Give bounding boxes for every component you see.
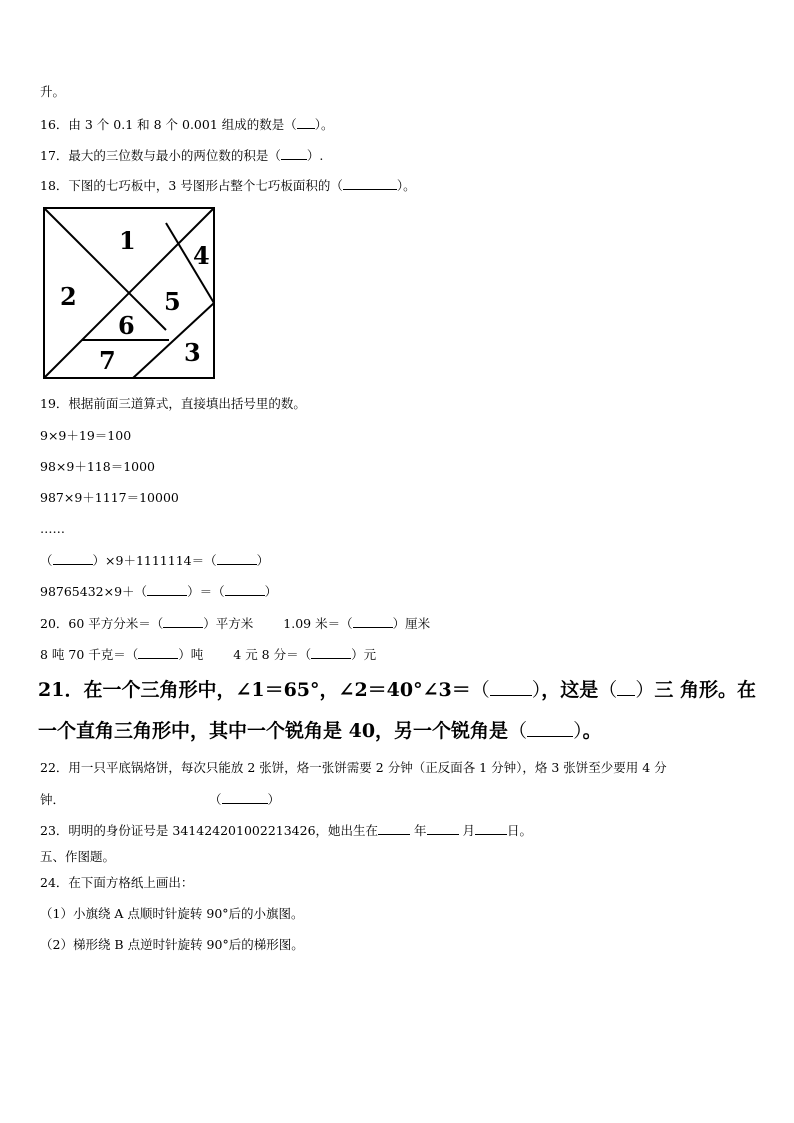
question-19-equation-3: 987×9＋1117＝10000 — [40, 490, 179, 505]
answer-blank[interactable] — [343, 177, 397, 190]
tangram-label-3: 3 — [184, 338, 201, 367]
question-22-text: 钟． — [40, 792, 66, 807]
conversion-text: 20．60 平方分米＝（ — [40, 616, 164, 631]
answer-blank[interactable] — [217, 552, 257, 565]
answer-blank[interactable] — [222, 791, 268, 804]
equation-start: 98765432×9＋（ — [40, 584, 148, 599]
answer-blank[interactable] — [53, 552, 93, 565]
question-19-equation-4 — [40, 552, 269, 569]
answer-blank[interactable] — [527, 720, 573, 737]
answer-blank[interactable] — [147, 583, 187, 596]
day-label: 日。 — [507, 823, 533, 838]
section-5-heading: 五、作图题。 — [40, 849, 116, 864]
question-21-text: 21．在一个三角形中，∠1＝65°，∠2＝40°∠3＝ — [38, 679, 471, 701]
answer-blank[interactable] — [297, 116, 315, 129]
paren-open: （ — [40, 553, 53, 568]
conversion-unit: ）平方米 — [203, 616, 254, 631]
tangram-figure — [43, 207, 217, 381]
conversion-unit: ）元 — [351, 647, 377, 662]
question-19-title: 19．根据前面三道算式，直接填出括号里的数。 — [40, 396, 306, 411]
question-17-text: 17．最大的三位数与最小的两位数的积是（ — [40, 148, 281, 163]
question-24-title: 24．在下面方格纸上画出： — [40, 875, 194, 890]
conversion-unit: ）厘米 — [392, 616, 431, 631]
tangram-label-2: 2 — [60, 282, 77, 311]
question-21-text: 三 角形。在 — [654, 679, 756, 701]
question-19-ellipsis: …… — [40, 521, 65, 536]
month-label: 月 — [462, 823, 476, 838]
question-23 — [40, 822, 532, 839]
year-label: 年 — [414, 823, 427, 838]
tangram-label-4: 4 — [193, 241, 210, 270]
question-23-text: 23．明明的身份证号是 341424201002213426，她出生在 — [40, 823, 379, 838]
question-19-equation-2: 98×9＋118＝1000 — [40, 459, 156, 474]
question-18 — [40, 177, 416, 194]
tangram-edge — [44, 208, 166, 330]
question-19-equation-5 — [40, 583, 277, 600]
question-16-text: 16．由 3 个 0.1 和 8 个 0.001 组成的数是（ — [40, 117, 297, 132]
question-18-text: 18．下图的七巧板中，3 号图形占整个七巧板面积的（ — [40, 178, 343, 193]
paren-close: ） — [264, 584, 278, 599]
question-17 — [40, 147, 323, 164]
answer-blank[interactable] — [281, 147, 307, 160]
answer-blank[interactable] — [311, 646, 351, 659]
equation-middle: ）×9＋1111114＝（ — [92, 553, 217, 568]
question-20-line-2 — [40, 646, 376, 663]
paren-close: ） — [256, 553, 270, 568]
question-24-part-1: （1）小旗绕 A 点顺时针旋转 90°后的小旗图。 — [40, 906, 304, 921]
question-19-equation-1: 9×9＋19＝100 — [40, 428, 132, 443]
question-16-close: ）。 — [314, 117, 334, 132]
tangram-label-6: 6 — [118, 311, 135, 340]
question-24-part-2: （2）梯形绕 B 点逆时针旋转 90°后的梯形图。 — [40, 937, 304, 952]
answer-blank[interactable] — [490, 679, 532, 696]
question-22-line-2: 钟． （ ） — [40, 792, 281, 807]
question-21-text: ，这是 — [541, 679, 599, 701]
question-22-line-1: 22．用一只平底锅烙饼，每次只能放 2 张饼，烙一张饼需要 2 分钟（正反面各 1 分钟），烙 3 张饼至少要用 4 分 — [40, 760, 667, 775]
tangram-label-1: 1 — [119, 226, 136, 255]
answer-blank[interactable] — [163, 615, 203, 628]
question-16 — [40, 116, 334, 133]
conversion-text: 4 元 8 分＝（ — [233, 647, 312, 662]
tangram-label-7: 7 — [99, 346, 116, 375]
question-17-close: ）. — [306, 148, 324, 163]
answer-blank[interactable] — [475, 822, 507, 835]
previous-question-tail: 升。 — [40, 84, 66, 99]
question-21-text: 。 — [582, 720, 602, 742]
answer-blank[interactable] — [138, 646, 178, 659]
equation-middle: ）＝（ — [187, 584, 225, 599]
question-18-close: ）。 — [396, 178, 416, 193]
question-21-line-2: 一个直角三角形中，其中一个锐角是 40，另一个锐角是（ ）。 — [38, 720, 602, 742]
question-21-text: 一个直角三角形中，其中一个锐角是 40，另一个锐角是 — [38, 720, 509, 742]
tangram-label-5: 5 — [164, 287, 181, 316]
answer-blank[interactable] — [353, 615, 393, 628]
answer-blank[interactable] — [378, 822, 410, 835]
question-21-line-1: 21．在一个三角形中，∠1＝65°，∠2＝40°∠3＝（ ），这是（ ）三 角形。在 — [38, 679, 756, 701]
answer-blank[interactable] — [225, 583, 265, 596]
question-20-line-1 — [40, 615, 430, 632]
conversion-text: 1.09 米＝（ — [283, 616, 353, 631]
conversion-text: 8 吨 70 千克＝（ — [40, 647, 139, 662]
answer-blank[interactable] — [427, 822, 459, 835]
answer-blank[interactable] — [617, 679, 635, 696]
conversion-unit: ）吨 — [178, 647, 204, 662]
